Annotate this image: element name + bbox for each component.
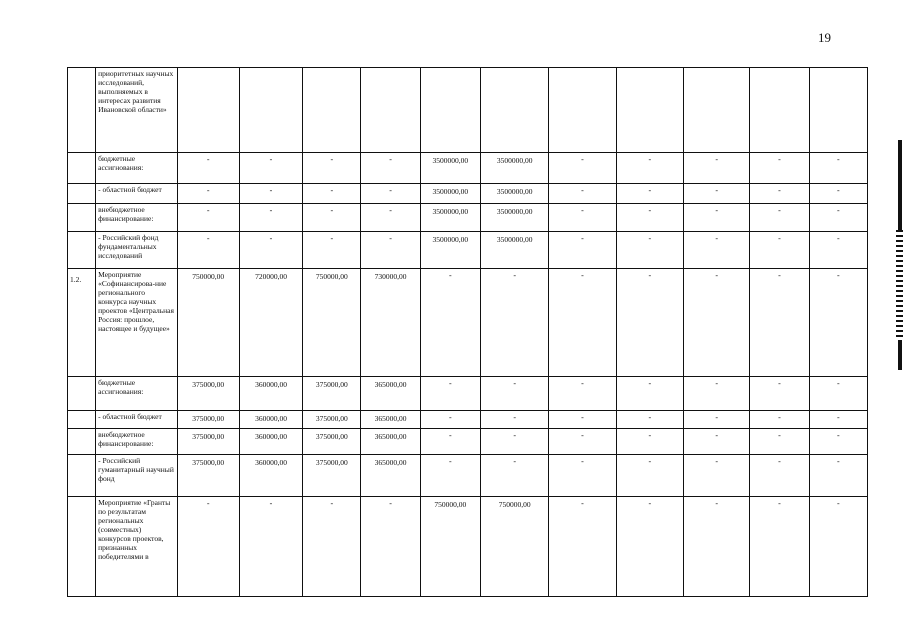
value-cell: - (549, 153, 616, 184)
value-cell: - (616, 455, 683, 497)
value-cell (809, 68, 867, 153)
value-cell: - (420, 269, 480, 377)
value-cell: 375000,00 (303, 429, 361, 455)
value-cell: - (549, 269, 616, 377)
table-row (68, 455, 868, 497)
value-cell: - (809, 153, 867, 184)
value-cell: 750000,00 (420, 497, 480, 597)
value-cell: 375000,00 (177, 429, 239, 455)
value-cell: 375000,00 (177, 455, 239, 497)
value-cell: 3500000,00 (420, 153, 480, 184)
value-cell: 360000,00 (239, 455, 302, 497)
table-row (68, 497, 868, 597)
value-cell: - (361, 232, 420, 269)
value-cell: - (684, 455, 750, 497)
value-cell: 3500000,00 (481, 153, 549, 184)
value-cell: - (420, 377, 480, 411)
value-cell: - (750, 455, 809, 497)
value-cell: - (303, 153, 361, 184)
value-cell: - (809, 269, 867, 377)
value-cell: 3500000,00 (420, 204, 480, 232)
value-cell: - (616, 411, 683, 429)
value-cell: - (361, 184, 420, 204)
value-cell: - (303, 497, 361, 597)
row-index-cell (68, 204, 96, 232)
value-cell: - (809, 377, 867, 411)
value-cell: 750000,00 (481, 497, 549, 597)
value-cell: 730000,00 (361, 269, 420, 377)
value-cell: - (481, 377, 549, 411)
value-cell: 3500000,00 (420, 184, 480, 204)
value-cell: - (549, 497, 616, 597)
value-cell: - (616, 497, 683, 597)
value-cell: - (750, 429, 809, 455)
value-cell: - (750, 377, 809, 411)
value-cell: - (239, 497, 302, 597)
value-cell: - (177, 153, 239, 184)
row-index-cell (68, 153, 96, 184)
value-cell: - (750, 204, 809, 232)
value-cell: 750000,00 (303, 269, 361, 377)
row-index-cell (68, 184, 96, 204)
table-row (68, 68, 868, 153)
value-cell: 3500000,00 (420, 232, 480, 269)
value-cell: - (684, 429, 750, 455)
table-row (68, 184, 868, 204)
value-cell: - (177, 232, 239, 269)
value-cell: - (549, 184, 616, 204)
table-row (68, 269, 868, 377)
value-cell: - (684, 184, 750, 204)
value-cell: - (361, 497, 420, 597)
value-cell: - (616, 269, 683, 377)
value-cell: - (420, 411, 480, 429)
row-label-cell: - областной бюджет (96, 184, 177, 204)
value-cell: - (616, 153, 683, 184)
value-cell: - (750, 411, 809, 429)
value-cell: - (750, 269, 809, 377)
value-cell: 720000,00 (239, 269, 302, 377)
value-cell: - (481, 411, 549, 429)
value-cell: - (239, 204, 302, 232)
value-cell: - (420, 429, 480, 455)
value-cell: 750000,00 (177, 269, 239, 377)
value-cell: - (616, 377, 683, 411)
row-index-cell (68, 497, 96, 597)
scan-edge-stripes (896, 230, 903, 340)
row-label-cell: - Российский гуманитарный научный фонд (96, 455, 177, 497)
value-cell: 360000,00 (239, 411, 302, 429)
value-cell: - (549, 204, 616, 232)
value-cell: 365000,00 (361, 377, 420, 411)
value-cell: - (616, 429, 683, 455)
value-cell: - (684, 377, 750, 411)
value-cell: 375000,00 (177, 377, 239, 411)
value-cell: 365000,00 (361, 455, 420, 497)
table-row (68, 429, 868, 455)
value-cell: - (684, 497, 750, 597)
budget-table-container (67, 67, 868, 597)
value-cell: - (684, 232, 750, 269)
value-cell: 365000,00 (361, 411, 420, 429)
value-cell: 375000,00 (177, 411, 239, 429)
value-cell: - (750, 497, 809, 597)
value-cell: 360000,00 (239, 429, 302, 455)
value-cell: 3500000,00 (481, 204, 549, 232)
value-cell: - (750, 232, 809, 269)
value-cell: - (809, 184, 867, 204)
row-label-cell: приоритетных научных исследований, выполняемых в интересах развития Ивановской области» (96, 68, 177, 153)
row-label-cell: бюджетные ассигнования: (96, 377, 177, 411)
value-cell (481, 68, 549, 153)
table-row (68, 204, 868, 232)
value-cell (177, 68, 239, 153)
value-cell: - (684, 411, 750, 429)
row-label-cell: внебюджетное финансирование: (96, 429, 177, 455)
value-cell: - (684, 269, 750, 377)
value-cell: - (549, 232, 616, 269)
row-label-cell: - областной бюджет (96, 411, 177, 429)
value-cell (239, 68, 302, 153)
value-cell (420, 68, 480, 153)
value-cell: - (361, 204, 420, 232)
value-cell: - (481, 269, 549, 377)
page-number: 19 (818, 30, 831, 45)
value-cell: - (616, 204, 683, 232)
value-cell: 3500000,00 (481, 232, 549, 269)
value-cell: - (809, 232, 867, 269)
row-index-cell (68, 68, 96, 153)
value-cell: - (809, 429, 867, 455)
row-index-cell (68, 429, 96, 455)
value-cell (684, 68, 750, 153)
value-cell: 375000,00 (303, 411, 361, 429)
value-cell: 360000,00 (239, 377, 302, 411)
value-cell: - (177, 204, 239, 232)
value-cell: - (549, 429, 616, 455)
value-cell: 375000,00 (303, 377, 361, 411)
table-row (68, 232, 868, 269)
value-cell: - (616, 184, 683, 204)
row-label-cell: Мероприятие «Гранты по результатам региональных (совместных) конкурсов проектов, признанных победителями в (96, 497, 177, 597)
value-cell: - (239, 232, 302, 269)
value-cell: - (481, 429, 549, 455)
value-cell: - (303, 232, 361, 269)
value-cell (750, 68, 809, 153)
value-cell (361, 68, 420, 153)
value-cell: - (303, 204, 361, 232)
value-cell: - (750, 153, 809, 184)
value-cell (303, 68, 361, 153)
value-cell: - (239, 153, 302, 184)
row-label-cell: Мероприятие «Софинансирова-ние регионального конкурса научных проектов «Центральная Россия: прошлое, настоящее и будущее» (96, 269, 177, 377)
value-cell: - (549, 377, 616, 411)
table-body (68, 68, 868, 597)
table-row (68, 153, 868, 184)
value-cell: - (549, 411, 616, 429)
row-index-cell (68, 411, 96, 429)
value-cell: - (481, 455, 549, 497)
value-cell: - (809, 455, 867, 497)
value-cell (616, 68, 683, 153)
value-cell: - (684, 153, 750, 184)
table-row (68, 411, 868, 429)
table-row (68, 377, 868, 411)
value-cell: - (177, 184, 239, 204)
budget-table (67, 67, 868, 597)
value-cell: - (809, 497, 867, 597)
row-index-cell (68, 455, 96, 497)
value-cell (549, 68, 616, 153)
value-cell: - (750, 184, 809, 204)
value-cell: - (177, 497, 239, 597)
row-label-cell: внебюджетное финансирование: (96, 204, 177, 232)
value-cell: - (809, 204, 867, 232)
value-cell: - (361, 153, 420, 184)
row-index-cell: 1.2. (68, 269, 96, 377)
row-label-cell: - Российский фонд фундаментальных исследований (96, 232, 177, 269)
row-index-cell (68, 377, 96, 411)
value-cell: 365000,00 (361, 429, 420, 455)
value-cell: - (303, 184, 361, 204)
value-cell: 375000,00 (303, 455, 361, 497)
value-cell: - (616, 232, 683, 269)
value-cell: - (420, 455, 480, 497)
value-cell: 3500000,00 (481, 184, 549, 204)
value-cell: - (549, 455, 616, 497)
value-cell: - (239, 184, 302, 204)
value-cell: - (809, 411, 867, 429)
row-label-cell: бюджетные ассигнования: (96, 153, 177, 184)
row-index-cell (68, 232, 96, 269)
value-cell: - (684, 204, 750, 232)
